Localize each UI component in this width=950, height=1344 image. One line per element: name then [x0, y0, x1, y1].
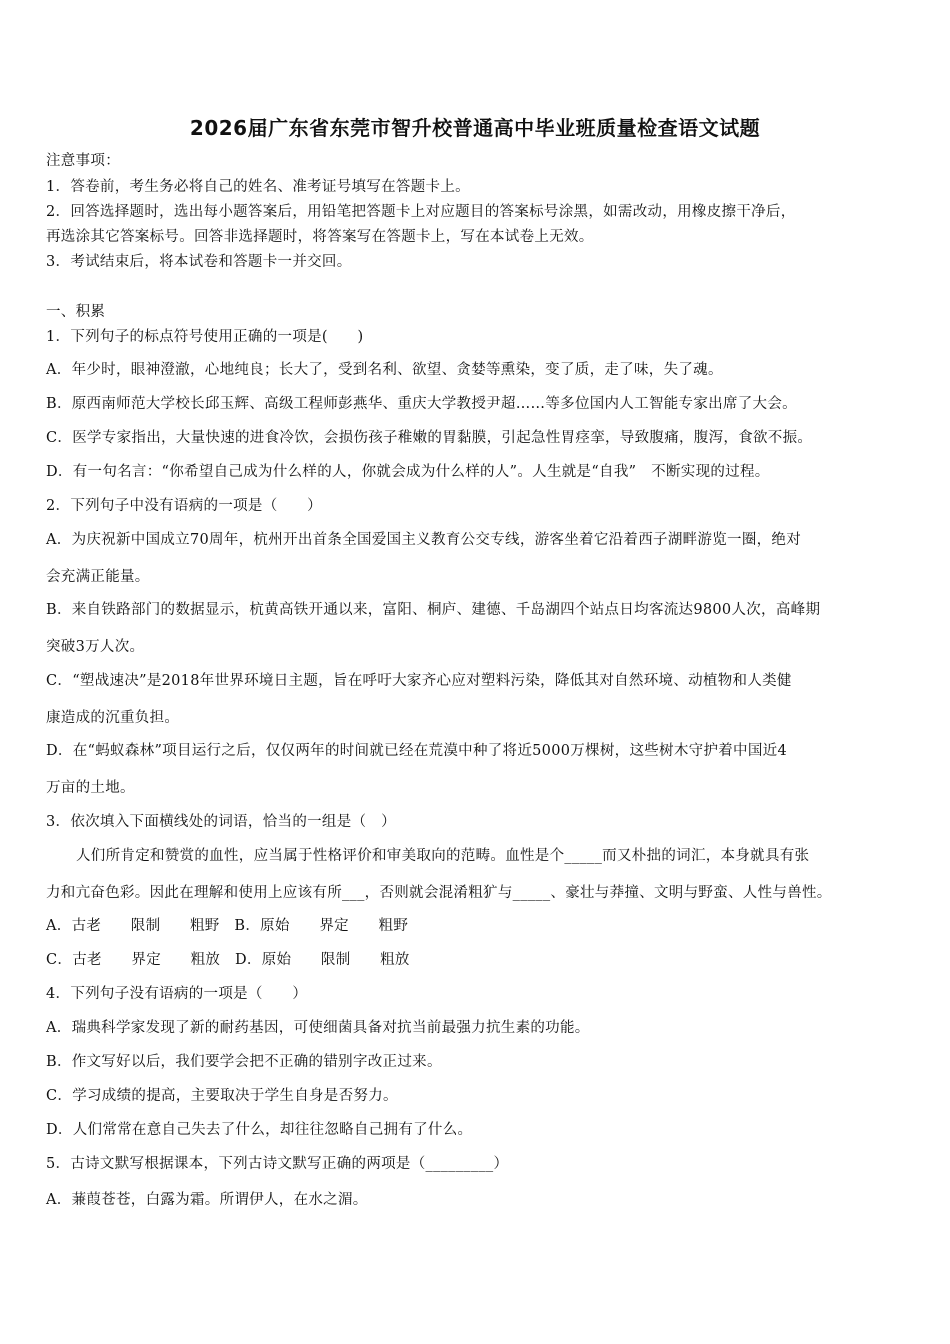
q2-option-a-line1: A．为庆祝新中国成立70周年，杭州开出首条全国爱国主义教育公交专线，游客坐着它沿着西子湖畔游览一圈，绝对: [46, 532, 802, 548]
q2-option-c-line1: C．“塑战速决”是2018年世界环境日主题，旨在呼吁大家齐心应对塑料污染，降低其对自然环境、动植物和人类健: [46, 673, 792, 689]
q3-options-cd: C．古老 界定 粗放 D．原始 限制 粗放: [46, 952, 410, 968]
page-title: 2026届广东省东莞市智升校普通高中毕业班质量检查语文试题: [189, 116, 761, 140]
notice-heading: 注意事项：: [46, 153, 120, 169]
q4-option-a: A．瑞典科学家发现了新的耐药基因，可使细菌具备对抗当前最强力抗生素的功能。: [46, 1020, 590, 1036]
q4-stem: 4．下列句子没有语病的一项是（ ）: [46, 986, 308, 1002]
q1-option-b: B．原西南师范大学校长邱玉辉、高级工程师彭燕华、重庆大学教授尹超……等多位国内人工智能专家出席了大会。: [46, 396, 797, 412]
section-heading: 一、积累: [46, 304, 106, 320]
q3-options-ab: A．古老 限制 粗野 B．原始 界定 粗野: [46, 918, 409, 934]
q2-option-d-line1: D．在“蚂蚁森林”项目运行之后，仅仅两年的时间就已经在荒漠中种了将近5000万棵树，这些树木守护着中国近4: [46, 743, 787, 759]
notice-item-1: 1．答卷前，考生务必将自己的姓名、准考证号填写在答题卡上。: [46, 179, 470, 195]
notice-item-2b: 再选涂其它答案标号。回答非选择题时，将答案写在答题卡上，写在本试卷上无效。: [46, 229, 594, 245]
q2-option-b-line1: B．来自铁路部门的数据显示，杭黄高铁开通以来，富阳、桐庐、建德、千岛湖四个站点日均客流达9800人次，高峰期: [46, 602, 821, 618]
q1-option-c: C．医学专家指出，大量快速的进食冷饮，会损伤孩子稚嫩的胃黏膜，引起急性胃痉挛，导致腹痛，腹泻，食欲不振。: [46, 430, 813, 446]
q4-option-d: D．人们常常在意自己失去了什么，却往往忽略自己拥有了什么。: [46, 1122, 473, 1138]
q1-stem: 1．下列句子的标点符号使用正确的一项是( ): [46, 329, 364, 345]
q2-option-a-line2: 会充满正能量。: [46, 569, 150, 585]
q3-passage-line2: 力和亢奋色彩。因此在理解和使用上应该有所___，否则就会混淆粗犷与_____、豪壮与莽撞、文明与野蛮、人性与兽性。: [46, 885, 832, 901]
notice-item-3: 3．考试结束后，将本试卷和答题卡一并交回。: [46, 254, 352, 270]
q5-stem: 5．古诗文默写根据课本，下列古诗文默写正确的两项是（_________）: [46, 1156, 509, 1172]
q5-option-a: A．蒹葭苍苍，白露为霜。所谓伊人，在水之湄。: [46, 1192, 368, 1208]
q2-option-b-line2: 突破3万人次。: [46, 639, 145, 655]
q3-passage-line1: 人们所肯定和赞赏的血性，应当属于性格评价和审美取向的范畴。血性是个_____而又朴拙的词汇，本身就具有张: [76, 848, 810, 864]
q1-option-d: D．有一句名言：“你希望自己成为什么样的人，你就会成为什么样的人”。人生就是“自我” 不断实现的过程。: [46, 464, 770, 480]
q2-stem: 2．下列句子中没有语病的一项是（ ）: [46, 498, 322, 514]
q3-stem: 3．依次填入下面横线处的词语，恰当的一组是（ ）: [46, 814, 396, 830]
q4-option-c: C．学习成绩的提高，主要取决于学生自身是否努力。: [46, 1088, 398, 1104]
q2-option-d-line2: 万亩的土地。: [46, 780, 135, 796]
q1-option-a: A．年少时，眼神澄澈，心地纯良；长大了，受到名利、欲望、贪婪等熏染，变了质，走了味，失了魂。: [46, 362, 723, 378]
q2-option-c-line2: 康造成的沉重负担。: [46, 710, 180, 726]
q4-option-b: B．作文写好以后，我们要学会把不正确的错别字改正过来。: [46, 1054, 442, 1070]
notice-item-2a: 2．回答选择题时，选出每小题答案后，用铅笔把答题卡上对应题目的答案标号涂黑，如需改动，用橡皮擦干净后，: [46, 204, 796, 220]
